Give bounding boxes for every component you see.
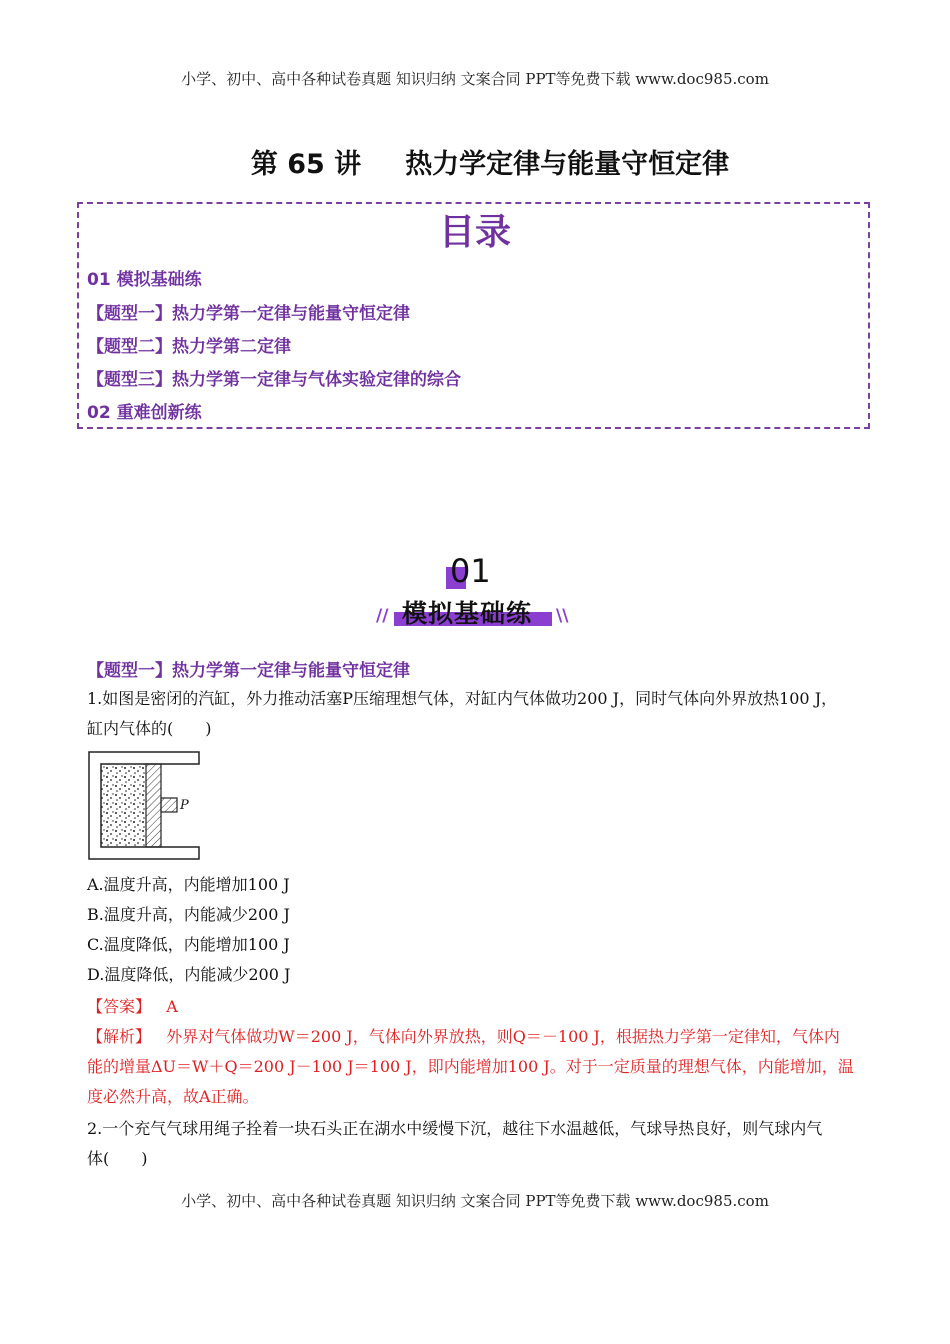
question-1-line-2: 缸内气体的( )	[87, 719, 212, 738]
toc-item[interactable]: 【题型三】热力学第一定律与气体实验定律的综合	[87, 370, 461, 390]
question-type-heading: 【题型一】热力学第一定律与能量守恒定律	[87, 661, 410, 681]
question-1-stem	[87, 684, 863, 744]
question-1-line-1: 1.如图是密闭的汽缸，外力推动活塞P压缩理想气体，对缸内气体做功200 J，同时气体向外界放热100 J，	[87, 689, 838, 708]
analysis-line-2: 能的增量ΔU＝W＋Q＝200 J－100 J＝100 J，即内能增加100 J。对于一定质量的理想气体，内能增加，温	[87, 1057, 854, 1076]
question-2-line-1: 2.一个充气气球用绳子拴着一块石头正在湖水中缓慢下沉，越往下水温越低，气球导热良好，则气球内气	[87, 1119, 823, 1138]
option-b[interactable]: B.温度升高，内能减少200 J	[87, 905, 290, 924]
answer-label: 【答案】	[87, 997, 152, 1016]
section-right-mark: \\	[556, 606, 569, 626]
analysis-label: 【解析】	[87, 1027, 152, 1046]
question-2-line-2: 体( )	[87, 1149, 148, 1168]
page-title	[0, 142, 950, 181]
analysis-line-1: 外界对气体做功W＝200 J，气体向外界放热，则Q＝－100 J，根据热力学第一定律知，气体内	[166, 1027, 840, 1046]
analysis-block	[87, 1022, 863, 1112]
lecture-topic: 热力学定律与能量守恒定律	[405, 149, 730, 180]
cylinder-figure	[87, 748, 207, 867]
option-c[interactable]: C.温度降低，内能增加100 J	[87, 935, 290, 954]
section-number: 01	[450, 552, 491, 590]
cylinder-diagram	[87, 748, 207, 863]
section-title: 模拟基础练	[402, 599, 533, 628]
page-footer: 小学、初中、高中各种试卷真题 知识归纳 文案合同 PPT等免费下载 www.doc985.com	[181, 1192, 769, 1210]
question-2-stem	[87, 1114, 863, 1174]
piston-label: P	[180, 798, 189, 813]
section-left-mark: //	[376, 606, 389, 626]
option-d[interactable]: D.温度降低，内能减少200 J	[87, 965, 291, 984]
toc-item[interactable]: 【题型二】热力学第二定律	[87, 337, 291, 357]
answer-value: A	[166, 997, 178, 1016]
lecture-number: 第 65 讲	[250, 149, 362, 180]
toc-item[interactable]: 01 模拟基础练	[87, 270, 202, 290]
analysis-line-3: 度必然升高，故A正确。	[87, 1087, 259, 1106]
toc-item[interactable]: 02 重难创新练	[87, 403, 202, 423]
toc-heading: 目录	[438, 212, 511, 253]
toc-item[interactable]: 【题型一】热力学第一定律与能量守恒定律	[87, 304, 410, 324]
option-a[interactable]: A.温度升高，内能增加100 J	[87, 875, 290, 894]
page-header: 小学、初中、高中各种试卷真题 知识归纳 文案合同 PPT等免费下载 www.doc985.com	[181, 70, 769, 88]
answer-line	[87, 994, 178, 1017]
